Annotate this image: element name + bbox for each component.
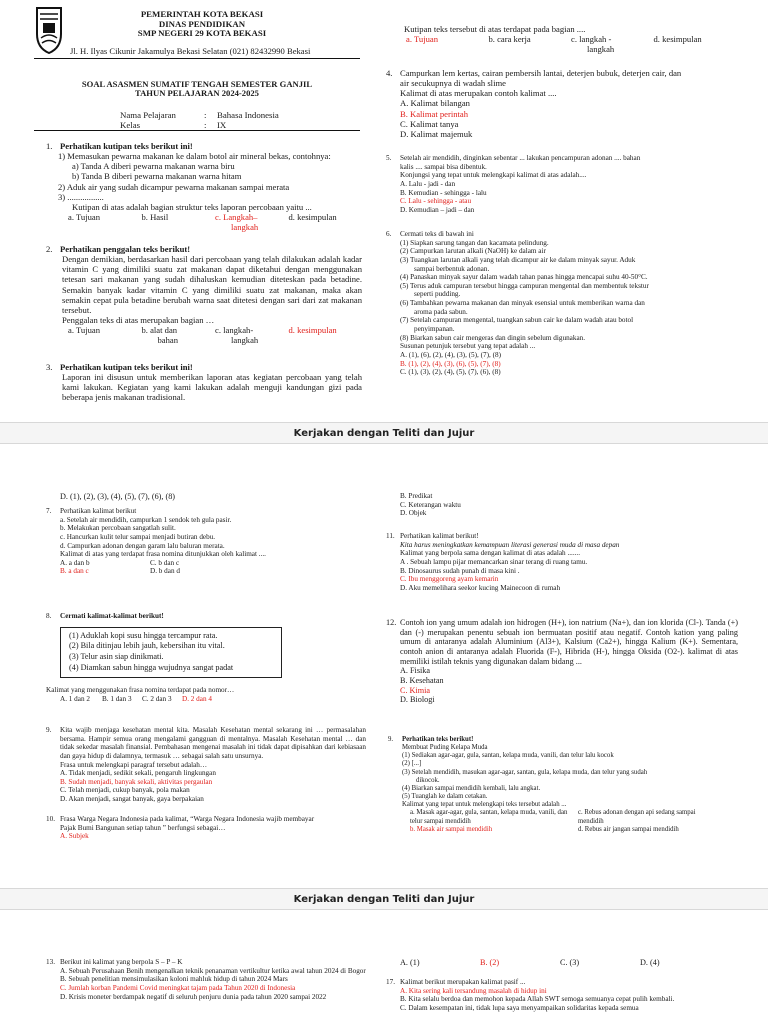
class-value: IX — [217, 120, 227, 131]
q12-option-b[interactable]: B. Kesehatan — [400, 676, 444, 686]
q17-number: 17. — [386, 978, 395, 986]
q5-line3: Konjungsi yang tepat untuk melengkapi kalimat di atas adalah.... — [400, 171, 587, 180]
q1-line4: 2) Aduk air yang sudah dicampur pewarna makanan sampai merata — [58, 181, 290, 192]
q4-line1: Campurkan lem kertas, cairan pembersih lantai, deterjen bubuk, deterjen cair, dan — [400, 68, 682, 78]
q9b-option-a[interactable]: a. Masak agar-agar, gula, santan, kelapa muda, vanili, dan telur sampai mendidih — [410, 809, 568, 825]
q2-stem: Penggalan teks di atas merupakan bagian … — [62, 314, 215, 325]
q1-option-a[interactable]: a. Tujuan — [68, 211, 100, 222]
question-10 — [46, 815, 366, 841]
class-label: Kelas — [120, 120, 141, 131]
q3-option-c[interactable] — [571, 34, 654, 54]
q2-option-b-line1: b. alat dan — [141, 325, 178, 336]
q4-number: 4. — [386, 68, 393, 78]
q13-stem: Berikut ini kalimat yang berpola S – P – K — [60, 958, 183, 966]
q9-option-c[interactable]: C. Telah menjadi, cukup banyak, pola makan — [60, 786, 190, 795]
q16-option-b[interactable]: B. (2) — [480, 958, 500, 967]
q7-option-d[interactable]: D. b dan d — [150, 567, 180, 576]
q9b-option-c[interactable]: c. Rebus adonan dengan api sedang sampai mendidih — [578, 809, 696, 825]
q9b-step-3b: dikocok. — [416, 776, 440, 784]
q11-option-d[interactable]: D. Aku memelihara seekor kucing Mainecoon di rumah — [400, 583, 561, 592]
q17-stem: Kalimat berikut merupakan kalimat pasif ... — [400, 978, 526, 986]
q6-option-a[interactable]: A. (1), (6), (2), (4), (3), (5), (7), (8) — [400, 350, 501, 359]
q9b-number: 9. — [388, 736, 394, 743]
q13-option-a[interactable]: A. Sebuah Perusahaan Benih mengenalkan teknik penanaman vertikultur ketika awal tahun 2024 di Bogor — [60, 966, 366, 975]
question-11 — [386, 532, 738, 592]
q11-option-a[interactable]: A . Sebuah lampu pijar memancarkan sinar terang di ruang tamu. — [400, 557, 588, 566]
q11-stem: Kalimat yang berpola sama dengan kalimat di atas adalah ....... — [400, 549, 581, 558]
q7-sentence-d: d. Campurkan adonan dengan garam lalu baluran merata. — [60, 541, 225, 550]
q6-step-6b: aroma pada sabun. — [414, 307, 468, 316]
q1-line5: 3) ................. — [58, 191, 104, 202]
question-17 — [386, 978, 738, 1013]
q13-option-c[interactable]: C. Jumlah korban Pandemi Covid meningkat tajam pada Tahun 2020 di Indonesia — [60, 983, 296, 992]
q11-option-b[interactable]: B. Dinosaurus sudah punah di masa kini . — [400, 566, 520, 575]
q6-option-b[interactable]: B. (1), (2), (4), (3), (6), (5), (7), (8) — [400, 359, 501, 368]
q9b-option-d[interactable]: d. Rebus air jangan sampai mendidih — [578, 825, 679, 833]
q7-stem: Kalimat di atas yang terdapat frasa nomina ditunjukkan oleh kalimat .... — [60, 550, 266, 559]
question-7 — [46, 507, 366, 576]
q9-option-b[interactable]: B. Sudah menjadi, banyak sekali, aktivitas pergaulan — [60, 777, 213, 786]
question-9b — [388, 736, 738, 834]
q17-option-b[interactable]: B. Kita selalu berdoa dan memohon kepada Allah SWT semoga semuanya cepat pulih kembali. — [400, 995, 675, 1004]
question-13 — [46, 958, 366, 1001]
q6-step-3: (3) Tuangkan larutan alkali yang telah dicampur air ke dalam minyak sayur. Aduk — [400, 255, 636, 264]
q7-sentence-b: b. Melakukan percobaan sangatlah sulit. — [60, 524, 176, 533]
q4-option-a[interactable]: A. Kalimat bilangan — [400, 98, 470, 109]
q9b-subtitle: Membuat Puding Kelapa Muda — [402, 744, 488, 752]
q2-title: Perhatikan penggalan teks berikut! — [60, 244, 191, 254]
q7-number: 7. — [46, 507, 52, 515]
q13-option-d[interactable]: D. Krisis moneter berdampak negatif di seluruh penjuru dunia pada tahun 2020 sampai 2022 — [60, 992, 327, 1001]
office-name: DINAS PENDIDIKAN — [158, 18, 246, 29]
q5-option-b[interactable]: B. Kemudian - sehingga - lalu — [400, 188, 487, 197]
q7-sentence-c: c. Hancurkan kulit telur sampai menjadi butiran debu. — [60, 532, 216, 541]
q9b-step-2: (2) [...] — [402, 760, 422, 768]
question-4 — [386, 68, 736, 139]
q9-body: Kita wajib menjaga kesehatan mental kita. Masalah Kesehatan mental sekarang ini … permasalahan bersama. Hampir semua orang mengalami gangguan di mentalnya. Masalah Kesehatan mental … dan tidak sekedar masalah finansial. Pembahasan mengenai masalah ini tidak dapat dipisahkan dari kebiasaan dan gaya hidup di dalamnya, termasuk … sebagai salah satu unsurnya. — [60, 726, 366, 760]
q8-sentence-1: (1) Aduklah kopi susu hingga tercampur rata. — [69, 630, 218, 640]
q8-sentence-2: (2) Bila ditinjau lebih jauh, kebersihan itu vital. — [69, 641, 225, 651]
question-3 — [46, 362, 362, 403]
q1-option-b[interactable]: b. Hasil — [141, 211, 169, 222]
q7-option-a[interactable]: A. a dan b — [60, 558, 90, 567]
q8-option-a[interactable]: A. 1 dan 2 — [60, 694, 90, 703]
exam-info — [120, 110, 360, 131]
q6-step-2: (2) Campurkan larutan alkali (NaOH) ke dalam air — [400, 247, 546, 256]
q1-option-c-line1: c. Langkah– — [215, 211, 258, 222]
q9-number: 9. — [46, 726, 52, 734]
q5-number: 5. — [386, 154, 392, 162]
q2-option-c-line2: langkah — [231, 335, 259, 346]
q5-line1: Setelah air mendidih, dinginkan sebentar ... lakukan pencampuran adonan .... bahan — [400, 154, 641, 162]
question-12 — [386, 618, 738, 705]
q9-stem: Frasa untuk melengkapi paragraf tersebut adalah… — [60, 760, 208, 769]
q11-quote: Kita harus meningkatkan kemampuan literasi generasi muda di masa depan — [400, 540, 620, 549]
q6-step-3b: sampai berbentuk adonan. — [414, 264, 490, 273]
q1-line3: b) Tanda B diberi pewarna makanan warna hitam — [72, 171, 242, 182]
q2-option-c[interactable] — [215, 325, 289, 345]
q4-option-c[interactable]: C. Kalimat tanya — [400, 118, 459, 129]
q3-stem: Kutipan teks tersebut di atas terdapat pada bagian .... — [404, 24, 586, 34]
q6-step-5: (5) Terus aduk campuran tersebut hingga campuran mengental dan membentuk tekstur — [400, 281, 649, 290]
q2-option-d[interactable]: d. kesimpulan — [288, 325, 337, 336]
gov-name: PEMERINTAH KOTA BEKASI — [140, 9, 264, 19]
q4-option-d[interactable]: D. Kalimat majemuk — [400, 128, 473, 139]
q7-sentence-a: a. Setelah air mendidih, campurkan 1 sendok teh gula pasir. — [60, 515, 232, 524]
q10-number: 10. — [46, 815, 55, 823]
page-3 — [0, 910, 768, 1024]
question-3-continued — [396, 24, 736, 54]
q1-option-d[interactable]: d. kesimpulan — [288, 211, 337, 222]
q3-title: Perhatikan kutipan teks berikut ini! — [60, 362, 193, 372]
q10-option-d[interactable]: D. Objek — [400, 509, 427, 518]
q1-number: 1. — [46, 141, 53, 151]
exam-title-line1: SOAL ASASMEN SUMATIF TENGAH SEMESTER GANJIL — [81, 79, 313, 89]
q9b-options-right — [570, 809, 720, 833]
q7-option-c[interactable]: C. b dan c — [150, 558, 180, 567]
q13-number: 13. — [46, 958, 55, 966]
q12-option-c[interactable]: C. Kimia — [400, 685, 431, 695]
q11-number: 11. — [386, 532, 395, 540]
school-address: Jl. H. Ilyas Cikunir Jakamulya Bekasi Selatan (021) 82432990 Bekasi — [70, 46, 311, 56]
q2-option-c-line1: c. langkah- — [215, 325, 254, 336]
q8-title: Cermati kalimat-kalimat berikut! — [60, 612, 164, 620]
q9-option-a[interactable]: A. Tidak menjadi, sedikit sekali, pengaruh lingkungan — [60, 769, 216, 778]
q4-line2: air secukupnya di wadah slime — [400, 78, 506, 89]
q6-step-8: (8) Biarkan sabun cair mengeras dan dingin sebelum digunakan. — [400, 333, 586, 342]
question-16-options — [400, 958, 700, 968]
q6-stem: Susunan petunjuk tersebut yang tepat adalah ... — [400, 342, 536, 351]
page-1 — [0, 0, 768, 420]
exam-title — [34, 80, 360, 99]
q12-option-d[interactable]: D. Biologi — [400, 695, 435, 705]
q9b-step-5: (5) Tuanglah ke dalam cetakan. — [402, 793, 488, 801]
bekasi-logo — [34, 6, 64, 54]
letterhead — [70, 10, 334, 39]
q6-option-c[interactable]: C. (1), (3), (2), (4), (5), (7), (6), (8) — [400, 368, 501, 377]
class-colon: : — [204, 120, 207, 131]
q9b-stem: Kalimat yang tepat untuk melengkapi teks tersebut adalah ... — [402, 801, 567, 809]
q5-option-d[interactable]: D. Kemudian – jadi – dan — [400, 205, 475, 214]
page-separator-2 — [0, 888, 768, 910]
q6-step-6: (6) Tambahkan pewarna makanan dan minyak esensial untuk memberikan warna dan — [400, 299, 645, 308]
q6-option-d[interactable]: D. (1), (2), (3), (4), (5), (7), (6), (8) — [60, 492, 176, 501]
question-9 — [46, 726, 366, 804]
q1-title: Perhatikan kutipan teks berikut ini! — [60, 141, 193, 151]
q3-number: 3. — [46, 362, 53, 372]
q17-option-c[interactable]: C. Dalam kesempatan ini, tidak lupa saya menyampaikan solidaritas kepada semua — [400, 1003, 639, 1012]
q2-option-a[interactable]: a. Tujuan — [68, 325, 100, 336]
q9-option-d[interactable]: D. Akan menjadi, sangat banyak, gaya berpakaian — [60, 795, 204, 804]
q6-step-7b: penyimpanan. — [414, 325, 455, 334]
q9b-option-b[interactable]: b. Masak air sampai mendidih — [410, 825, 493, 833]
q2-body: Dengan demikian, berdasarkan hasil dari percobaan yang telah dilakukan adalah kadar vitamin C yang dimiliki suatu zat makanan dapat diketahui dengan menggunakan tetesan sari makanan yang sudah dihaluskan kemudian diteteskan pada betadine. Semakin banyak kadar vitamin C yang dimiliki suatu zat makanan, maka akan semakin cepat pula betadine berubah warna saat ditetesi dengan sari dari zat makanan tersebut. — [62, 254, 362, 315]
q9b-step-1: (1) Sediakan agar-agar, gula, santan, kelapa muda, vanili, dan telur lalu kocok — [402, 752, 614, 760]
q3-body: Laporan ini disusun untuk memberikan laporan atas kegiatan percobaan yang telah kami lakukan. Kegiatan yang kami lakukan adalah menguji kandungan gizi pada beberapa jenis makanan tradisional. — [62, 372, 362, 403]
q6-number: 6. — [386, 230, 392, 238]
q4-line3: Kalimat di atas merupakan contoh kalimat .... — [400, 88, 557, 99]
q8-number: 8. — [46, 612, 52, 620]
q2-number: 2. — [46, 244, 53, 254]
q2-option-b[interactable] — [142, 325, 216, 345]
q5-option-a[interactable]: A. Lalu - jadi - dan — [400, 179, 456, 188]
question-2 — [46, 244, 362, 345]
q9b-title: Perhatikan teks berikut! — [402, 736, 474, 743]
q3-option-d[interactable]: d. kesimpulan — [653, 34, 702, 45]
q2-option-b-line2: bahan — [157, 335, 179, 346]
page-separator-1 — [0, 422, 768, 444]
q8-sentence-4: (4) Diamkan sabun hingga wujudnya sangat padat — [69, 663, 234, 673]
q10-line1: Frasa Warga Negara Indonesia pada kalimat, “Warga Negara Indonesia wajib membayar — [60, 815, 315, 823]
q5-line2: kalis .... sampai bisa dibentuk. — [400, 162, 487, 171]
q6-step-7: (7) Setelah campuran mengental, tuangkan sabun cair ke dalam wadah atau botol — [400, 316, 634, 325]
footer-text-1: Kerjakan dengan Teliti dan Jujur — [293, 428, 475, 439]
footer-text-2: Kerjakan dengan Teliti dan Jujur — [293, 894, 475, 905]
q7-option-b[interactable]: B. a dan c — [60, 567, 89, 576]
q12-number: 12. — [386, 618, 397, 627]
question-10-continued — [400, 492, 740, 518]
q16-option-a[interactable]: A. (1) — [400, 958, 420, 967]
info-rule — [34, 130, 360, 131]
q17-option-a[interactable]: A. Kita sering kali tersandung masalah di hidup ini — [400, 986, 547, 995]
q8-stem: Kalimat yang menggunakan frasa nomina terdapat pada nomor… — [46, 685, 235, 694]
q3-option-c-line2: langkah — [587, 44, 615, 55]
question-6 — [386, 230, 736, 377]
q9b-step-4: (4) Biarkan sampai mendidih kembali, lalu angkat. — [402, 784, 541, 792]
q11-option-c[interactable]: C. Ibu menggoreng ayam kemarin — [400, 575, 499, 584]
page-2 — [0, 444, 768, 884]
q1-option-c[interactable] — [215, 212, 289, 232]
question-1 — [46, 141, 362, 232]
q12-body: Contoh ion yang umum adalah ion hidrogen (H+), ion natrium (Na+), dan ion klorida (Cl-). Tanda (+) dan (-) merupakan penentu sebuah ion bermuatan positif atau negatif. Contoh kation yang paling umum di antaranya adalah Aluminium (Al3+), Kalsium (Ca2+), hingga Kalium (K+). Sementara, contoh anion di antaranya adalah Fluorida (F-), Hibrida (H-), hingga Oksida (O2-). kalimat di atas memiliki istilah teknis yang digunakan dalam bidang ... — [400, 618, 738, 666]
subject-value: Bahasa Indonesia — [217, 110, 279, 120]
q6-title: Cermati teks di bawah ini — [400, 230, 474, 238]
q6-step-1: (1) Siapkan sarung tangan dan kacamata pelindung. — [400, 238, 549, 247]
question-5 — [386, 154, 736, 214]
q3-option-c-line1: c. langkah - — [571, 34, 612, 45]
q10-line2: Pajak Bumi Bangunan setiap tahun ” berfungsi sebagai… — [60, 823, 226, 832]
q1-line1: 1) Memasukan pewarna makanan ke dalam botol air mineral bekas, contohnya: — [58, 151, 331, 162]
q11-title: Perhatikan kalimat berikut! — [400, 532, 479, 540]
q8-sentence-3: (3) Telur asin siap dinikmati. — [69, 652, 164, 662]
q12-option-a[interactable]: A. Fisika — [400, 666, 431, 676]
q10-option-b[interactable]: B. Predikat — [400, 492, 433, 500]
q1-line2: a) Tanda A diberi pewarna makanan warna biru — [72, 161, 235, 172]
q16-option-d[interactable]: D. (4) — [640, 958, 660, 967]
subject-colon: : — [204, 110, 207, 120]
q16-option-c[interactable]: C. (3) — [560, 958, 580, 967]
exam-title-line2: TAHUN PELAJARAN 2024-2025 — [135, 88, 259, 99]
q4-option-b[interactable]: B. Kalimat perintah — [400, 108, 469, 119]
q9b-options-left — [410, 809, 570, 833]
q5-option-c[interactable]: C. Lalu - sehingga - atau — [400, 197, 472, 206]
q3-option-a[interactable]: a. Tujuan — [406, 34, 438, 45]
question-8 — [46, 612, 366, 703]
q10-option-a[interactable]: A. Subjek — [60, 832, 89, 841]
q8-sentence-box — [60, 627, 282, 678]
q6-step-5b: seperti pudding. — [414, 290, 461, 299]
q8-option-b[interactable]: B. 1 dan 3 — [102, 694, 132, 703]
school-name: SMP NEGERI 29 KOTA BEKASI — [137, 28, 267, 39]
q10-option-c[interactable]: C. Keterangan waktu — [400, 500, 461, 509]
q9b-step-3: (3) Setelah mendidih, masukan agar-agar, santan, gula, kelapa muda, dan telur yang sudah — [402, 768, 648, 776]
q1-stem: Kutipan di atas adalah bagian struktur teks laporan percobaan yaitu ... — [72, 201, 312, 212]
q3-option-b[interactable]: b. cara kerja — [488, 34, 531, 45]
q6-step-4: (4) Panaskan minyak sayur dalam wadah tahan panas hingga mencapai suhu 40-50°C. — [400, 273, 648, 282]
q8-option-c[interactable]: C. 2 dan 3 — [142, 694, 172, 703]
subject-label: Nama Pelajaran — [120, 110, 176, 120]
q7-title: Perhatikan kalimat berikut — [60, 507, 137, 515]
letterhead-rule — [34, 58, 360, 59]
q13-option-b[interactable]: B. Sebuah penelitian mensimulasikan koloni mahluk hidup di tahun 2024 Mars — [60, 975, 288, 984]
q1-option-c-line2: langkah — [231, 222, 259, 233]
q8-option-d[interactable]: D. 2 dan 4 — [182, 694, 212, 703]
